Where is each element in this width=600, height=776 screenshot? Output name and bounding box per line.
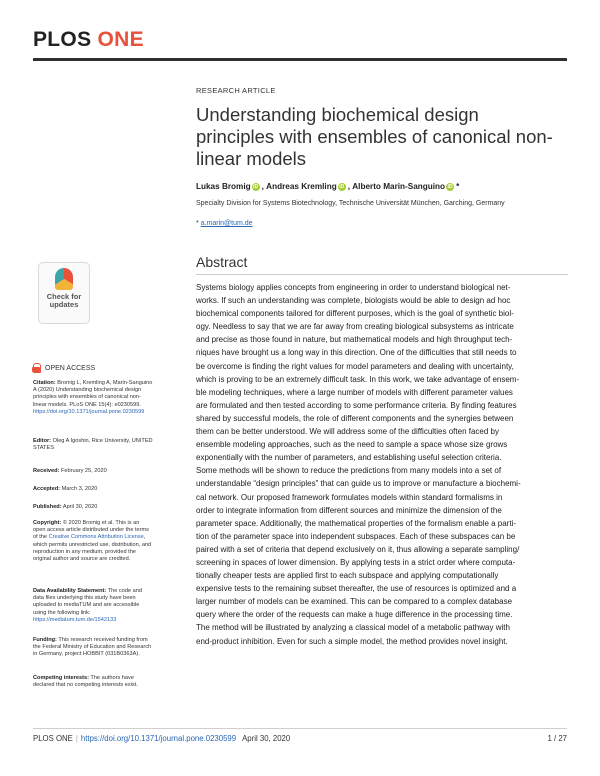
author-name: Andreas Kremling xyxy=(266,182,337,191)
page-footer xyxy=(33,734,567,743)
accepted-label: Accepted: xyxy=(33,486,61,492)
author-name: Alberto Marin-Sanguino xyxy=(352,182,446,191)
header-rule xyxy=(33,58,567,61)
abstract-line: end-product inhibition. Even for such a simple model, the method provides novel insight. xyxy=(196,636,508,646)
article-type: RESEARCH ARTICLE xyxy=(196,86,276,95)
funding-label: Funding: xyxy=(33,637,57,643)
abstract-line: query where the order of the requests can make a huge difference in the processing time. xyxy=(196,610,513,620)
abstract-line: and precise as those found in nature, but mathematical models and high throughput tech- xyxy=(196,335,513,345)
published-label: Published: xyxy=(33,504,62,510)
footer-rule xyxy=(33,728,567,729)
citation-block xyxy=(33,380,153,416)
abstract-heading: Abstract xyxy=(196,254,248,270)
abstract-line: ensemble modeling approaches, such as the need to sample a space whose size grows xyxy=(196,440,508,450)
logo-one: ONE xyxy=(97,28,144,51)
abstract-line: be overcome is finding the right values for model parameters and dealing with uncertainty, xyxy=(196,361,514,371)
author-separator: , xyxy=(261,182,267,191)
editor-block xyxy=(33,438,153,452)
abstract-text xyxy=(196,281,566,648)
copyright-block xyxy=(33,520,153,563)
abstract-line: expensive tests to the remaining subset thereafter, the use of resources is optimized and a xyxy=(196,584,517,594)
abstract-line: which is proving to be an extremely difficult task. In this work, we take advantage of ensem- xyxy=(196,374,520,384)
accepted-date: March 3, 2020 xyxy=(61,486,98,492)
abstract-line: understandable “design principles” that can guide us to improve or manufacture a biochemi- xyxy=(196,479,521,489)
abstract-line: Systems biology applies concepts from engineering in order to understand biological net- xyxy=(196,283,511,292)
copyright-label: Copyright: xyxy=(33,520,62,526)
accepted-block xyxy=(33,486,153,493)
copyright-text-a: © 2020 Bromig et al. This is an open access article distributed under the terms of the xyxy=(33,520,149,541)
abstract-line: order to integrate information from different sources and minimize the dimension of the xyxy=(196,505,502,515)
abstract-line: Some methods will be shown to reduce the predictions from many models into a set of xyxy=(196,466,502,476)
funding-text: This research received funding from the Federal Ministry of Education and Research in Germany, project HOBBIT (031B0363A). xyxy=(33,637,152,658)
copyright-text-b: , which permits unrestricted use, distribution, and reproduction in any medium, provided the original author and source are credited. xyxy=(33,534,152,563)
abstract-line: biochemical components tailored for different purposes, which is the goal of synthetic biol- xyxy=(196,309,514,319)
abstract-line: The method will be illustrated by analyzing a classical model of a metabolic pathway with xyxy=(196,623,510,633)
editor-text: Oleg A Igoshin, Rice University, UNITED STATES xyxy=(33,438,153,452)
footer-separator: | xyxy=(75,734,78,743)
check-for-updates-button[interactable] xyxy=(38,262,90,324)
check-updates-line1: Check for xyxy=(46,292,82,301)
author-name: Lukas Bromig xyxy=(196,182,251,191)
check-updates-line2: updates xyxy=(49,300,79,309)
affiliation: Specialty Division for Systems Biotechnology, Technische Universität München, Garching, Germany xyxy=(196,200,505,207)
author-list xyxy=(196,182,459,191)
author-separator: , xyxy=(347,182,353,191)
received-block xyxy=(33,468,153,475)
data-availability-block xyxy=(33,588,153,624)
check-updates-label xyxy=(47,293,82,309)
published-date: April 30, 2020 xyxy=(62,504,98,510)
crossmark-icon xyxy=(55,268,73,290)
competing-text: The authors have declared that no competing interests exist. xyxy=(33,675,138,689)
abstract-line: shared by successful models, the role of different components and the synergies between xyxy=(196,413,514,423)
article-title: Understanding biochemical design principles with ensembles of canonical non-linear models xyxy=(196,104,553,169)
orcid-icon[interactable]: iD xyxy=(447,183,453,190)
corr-email-link[interactable]: a.marin@tum.de xyxy=(200,220,253,227)
license-link[interactable]: Creative Commons Attribution License xyxy=(48,534,144,541)
open-lock-icon xyxy=(33,363,41,373)
abstract-line: works. If such an understanding was complete, biologists would be able to design ad hoc xyxy=(196,296,511,306)
journal-logo[interactable] xyxy=(33,28,144,52)
data-availability-label: Data Availability Statement: xyxy=(33,588,107,594)
footer-journal: PLOS ONE xyxy=(33,734,73,743)
abstract-line: niques have brought us a long way in this direction. One of the difficulties that still needs to xyxy=(196,348,517,358)
received-label: Received: xyxy=(33,468,60,474)
orcid-icon[interactable]: iD xyxy=(339,183,345,190)
logo-plos: PLOS xyxy=(33,28,92,51)
published-block xyxy=(33,504,153,511)
corr-mark: * xyxy=(196,220,199,227)
footer-date: April 30, 2020 xyxy=(242,734,291,743)
open-access-label: OPEN ACCESS xyxy=(45,364,96,372)
data-availability-text: The code and data files underlying this study have been uploaded to mediaTUM and are accessible using the following link: xyxy=(33,588,142,616)
abstract-line: tionally cheaper tests are applied first to each subspace and applying computationally xyxy=(196,571,499,581)
editor-label: Editor: xyxy=(33,438,52,444)
corresponding-author xyxy=(196,220,253,227)
abstract-line: are formulated and then tested according to some performance criteria. By finding features xyxy=(196,400,517,410)
citation-label: Citation: xyxy=(33,380,56,386)
corresponding-mark: * xyxy=(456,182,460,191)
competing-interests-block xyxy=(33,675,153,689)
footer-doi-link[interactable]: https://doi.org/10.1371/journal.pone.0230599 xyxy=(80,734,237,743)
citation-text: Bromig L, Kremling A, Marin-Sanguino A (2020) Understanding biochemical design principles with ensembles of canonical non-linear models. PLoS ONE 15(4): e0230599. xyxy=(33,380,153,408)
orcid-icon[interactable]: iD xyxy=(253,183,259,190)
abstract-line: paired with a set of criteria that depend exclusively on it, thus allowing a separate sampling/ xyxy=(196,544,520,554)
abstract-line: exponentially with the number of parameters, and establishing useful selection criteria. xyxy=(196,453,502,463)
citation-doi-link[interactable]: https://doi.org/10.1371/journal.pone.0230599 xyxy=(33,408,145,415)
received-date: February 25, 2020 xyxy=(61,468,107,474)
competing-label: Competing interests: xyxy=(33,675,89,681)
abstract-rule xyxy=(196,274,568,275)
abstract-line: larger number of models can be examined. This can be compared to a complex database xyxy=(196,597,513,607)
page-number: 1 / 27 xyxy=(547,734,567,743)
abstract-line: them can be better understood. We will address some of the difficulties often faced by xyxy=(196,427,499,437)
funding-block xyxy=(33,637,153,659)
abstract-line: ogy. Needless to say that we are far away from creating biological subsystems as intricate xyxy=(196,322,514,332)
abstract-line: ble modeling techniques, where a large number of models with different parameter values xyxy=(196,387,513,397)
open-access-badge xyxy=(33,363,95,373)
abstract-line: cal network. Our proposed framework formulates models within standard formalisms in xyxy=(196,492,503,502)
abstract-line: screening in spaces of lower dimension. By applying tests in a strict order where computa- xyxy=(196,557,516,567)
abstract-line: tion of the parameter space into independent subspaces. Each of these subspaces can be xyxy=(196,531,516,541)
data-link[interactable]: https://mediatum.tum.de/1542133 xyxy=(33,616,117,623)
abstract-line: parameter space. Additionally, the mathematical properties of the formalism enable a parti- xyxy=(196,518,517,528)
